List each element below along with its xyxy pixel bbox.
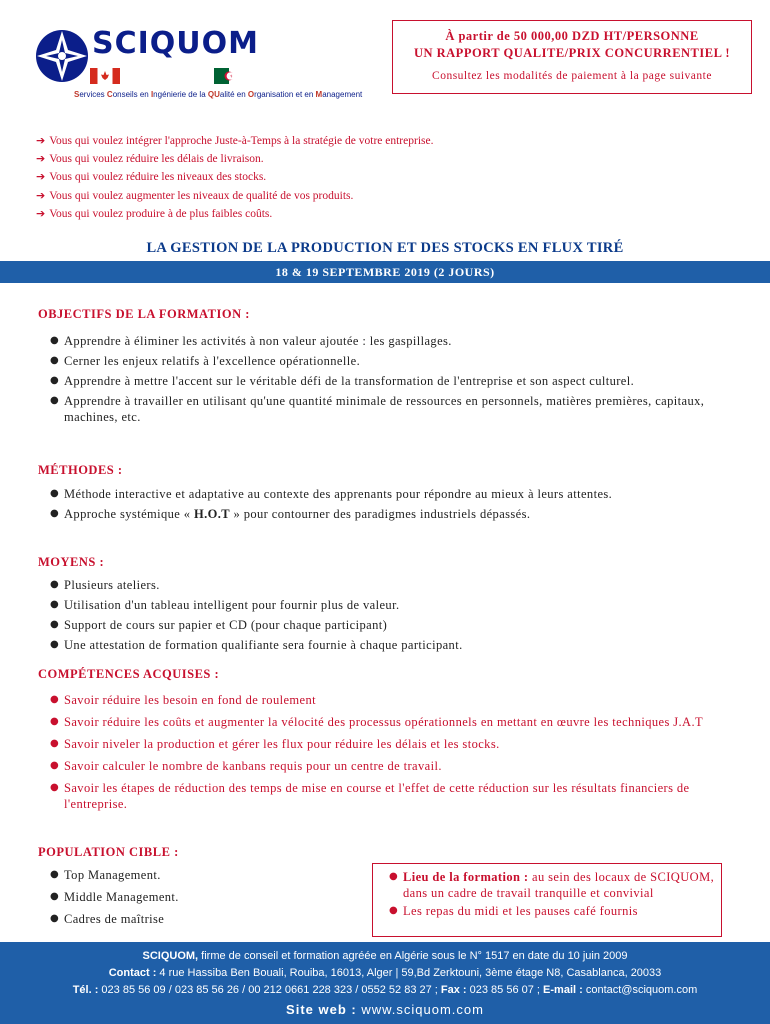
meals-text: Les repas du midi et les pauses café fournis bbox=[403, 904, 638, 918]
footer-web-label: Site web : bbox=[286, 1002, 357, 1017]
list-item-text: Approche systémique « bbox=[64, 507, 194, 521]
algeria-flag bbox=[214, 68, 244, 84]
audience-text: Vous qui voulez réduire les niveaux des stocks. bbox=[49, 171, 267, 184]
list-item-text: Top Management. bbox=[64, 868, 161, 882]
footer bbox=[0, 942, 770, 1024]
list-item-bold: H.O.T bbox=[193, 507, 231, 521]
list-item-text: Une attestation de formation qualifiante sera fournie à chaque participant. bbox=[64, 638, 463, 652]
bullet-dot: ● bbox=[50, 599, 60, 610]
list-item-text: Apprendre à travailler en utilisant qu'une quantité minimale de ressources en personnels, matières premières, capitaux, machines, etc. bbox=[64, 394, 705, 424]
bullet-dot: ● bbox=[50, 869, 60, 880]
tagline-capital: M bbox=[315, 90, 323, 99]
bullet-dot: ● bbox=[50, 488, 60, 499]
footer-company-text: firme de conseil et formation agréée en Algérie sous le N° 1517 en date du 10 juin 2009 bbox=[198, 950, 628, 962]
list-item bbox=[38, 758, 728, 774]
skills-heading: COMPÉTENCES ACQUISES : bbox=[38, 667, 220, 681]
footer-tel-label: Tél. : bbox=[72, 984, 99, 996]
objectives-heading: OBJECTIFS DE LA FORMATION : bbox=[38, 307, 250, 321]
arrow-right-icon: ➔ bbox=[36, 188, 46, 202]
list-item-text: Apprendre à mettre l'accent sur le véritable défi de la transformation de l'entreprise et son aspect culturel. bbox=[64, 374, 635, 388]
bullet-dot: ● bbox=[50, 508, 60, 519]
list-item-text: Savoir réduire les besoin en fond de roulement bbox=[64, 693, 317, 707]
tagline-capital: C bbox=[106, 90, 113, 99]
footer-company-line bbox=[0, 948, 770, 965]
audience-item bbox=[36, 187, 433, 205]
list-item bbox=[38, 353, 718, 369]
list-item-text: Savoir niveler la production et gérer les flux pour réduire les délais et les stocks. bbox=[64, 737, 500, 751]
footer-contact-label: Contact : bbox=[108, 967, 157, 979]
audience-text: Vous qui voulez intégrer l'approche Juste-à-Temps à la stratégie de votre entreprise. bbox=[49, 135, 434, 147]
list-item-text: Savoir les étapes de réduction des temps de mise en course et l'effet de cette réduction sur les résultats financiers de l'entreprise. bbox=[64, 781, 690, 811]
arrow-right-icon: ➔ bbox=[36, 134, 46, 147]
bullet-dot: ● bbox=[50, 579, 60, 590]
footer-web-line bbox=[0, 1001, 770, 1018]
footer-fax-text: 023 85 56 07 ; bbox=[466, 984, 544, 996]
bullet-dot: ● bbox=[50, 639, 60, 650]
venue-item bbox=[377, 869, 717, 901]
audience-text: Vous qui voulez produire à de plus faibles coûts. bbox=[49, 207, 273, 220]
objectives-list bbox=[38, 333, 718, 429]
tagline-text: ervices bbox=[79, 90, 107, 99]
list-item bbox=[38, 714, 728, 730]
footer-fax-label: Fax : bbox=[440, 984, 467, 996]
bullet-dot: ● bbox=[50, 335, 60, 346]
list-item bbox=[38, 506, 718, 522]
bullet-dot: ● bbox=[50, 760, 60, 771]
audience-item bbox=[36, 205, 433, 223]
list-item bbox=[38, 333, 718, 349]
list-item bbox=[38, 617, 718, 633]
footer-contact-line bbox=[0, 965, 770, 982]
bullet-dot: ● bbox=[50, 395, 60, 406]
venue-label: Lieu de la formation : bbox=[403, 870, 529, 884]
audience-text: Vous qui voulez réduire les délais de livraison. bbox=[49, 153, 264, 166]
list-item bbox=[38, 780, 728, 812]
arrow-right-icon: ➔ bbox=[36, 152, 46, 166]
payment-note: Consultez les modalités de paiement à la page suivante bbox=[432, 70, 712, 82]
tagline-text: ngénierie de la bbox=[153, 90, 208, 99]
arrow-right-icon: ➔ bbox=[36, 170, 46, 184]
bullet-dot: ● bbox=[50, 891, 60, 902]
value-line: UN RAPPORT QUALITE/PRIX CONCURRENTIEL ! bbox=[413, 46, 731, 60]
list-item bbox=[38, 373, 718, 389]
tagline-capital: S bbox=[74, 90, 80, 99]
audience-item bbox=[36, 132, 433, 150]
arrow-right-icon: ➔ bbox=[36, 206, 46, 220]
means-heading: MOYENS : bbox=[38, 555, 105, 569]
tagline-text: onseils en bbox=[112, 90, 151, 99]
bullet-dot: ● bbox=[50, 355, 60, 366]
company-logo bbox=[34, 24, 394, 102]
footer-phone-line bbox=[0, 982, 770, 999]
logo-tagline bbox=[74, 90, 362, 99]
bullet-dot: ● bbox=[50, 375, 60, 386]
bullet-dot: ● bbox=[50, 782, 60, 793]
bullet-dot: ● bbox=[389, 905, 399, 916]
bullet-dot: ● bbox=[50, 738, 60, 749]
meals-item bbox=[377, 903, 717, 919]
venue-text: au sein des locaux de SCIQUOM, dans un cadre de travail tranquille et convivial bbox=[403, 870, 715, 900]
price-line: À partir de 50 000,00 DZD HT/PERSONNE bbox=[445, 29, 699, 43]
list-item bbox=[38, 889, 358, 905]
tagline-capital: I bbox=[150, 90, 154, 99]
tagline-text: rganisation et en bbox=[254, 90, 316, 99]
footer-email-label: E-mail : bbox=[543, 984, 583, 996]
footer-web-link[interactable]: www.sciquom.com bbox=[356, 1002, 484, 1017]
price-box bbox=[392, 20, 752, 94]
list-item bbox=[38, 692, 728, 708]
methods-heading: MÉTHODES : bbox=[38, 463, 123, 477]
tagline-capital: O bbox=[247, 90, 255, 99]
list-item-text: Savoir calculer le nombre de kanbans requis pour un centre de travail. bbox=[64, 759, 442, 773]
list-item-text: Middle Management. bbox=[64, 890, 179, 904]
list-item bbox=[38, 393, 718, 425]
bullet-dot: ● bbox=[50, 619, 60, 630]
list-item bbox=[38, 867, 358, 883]
list-item-text: Support de cours sur papier et CD (pour chaque participant) bbox=[64, 618, 388, 632]
audience-list bbox=[36, 132, 433, 223]
bullet-dot: ● bbox=[50, 913, 60, 924]
list-item bbox=[38, 486, 718, 502]
audience-text: Vous qui voulez augmenter les niveaux de qualité de vos produits. bbox=[49, 189, 354, 202]
canada-flag bbox=[90, 68, 120, 84]
bullet-dot: ● bbox=[50, 694, 60, 705]
skills-list bbox=[38, 692, 728, 818]
list-item bbox=[38, 736, 728, 752]
date-band: 18 & 19 SEPTEMBRE 2019 (2 JOURS) bbox=[0, 261, 770, 283]
venue-box bbox=[372, 863, 722, 937]
audience-item bbox=[36, 150, 433, 168]
logo-star-mark bbox=[34, 28, 90, 84]
audience-item bbox=[36, 168, 433, 186]
list-item-text: Utilisation d'un tableau intelligent pour fournir plus de valeur. bbox=[64, 598, 400, 612]
training-title: LA GESTION DE LA PRODUCTION ET DES STOCKS EN FLUX TIRÉ bbox=[146, 240, 624, 256]
tagline-text: alité en bbox=[219, 90, 248, 99]
means-list bbox=[38, 577, 718, 657]
list-item bbox=[38, 597, 718, 613]
target-audience-list bbox=[38, 867, 358, 933]
bullet-dot: ● bbox=[389, 871, 399, 882]
list-item bbox=[38, 637, 718, 653]
list-item-text: Cerner les enjeux relatifs à l'excellence opérationnelle. bbox=[64, 354, 361, 368]
logo-name: SCIQUOM bbox=[92, 26, 260, 61]
list-item-text: Cadres de maîtrise bbox=[64, 912, 165, 926]
footer-email-link[interactable]: contact@sciquom.com bbox=[582, 984, 698, 996]
list-item-text: Savoir réduire les coûts et augmenter la vélocité des processus opérationnels en mettant en œuvre les techniques J.A.T bbox=[64, 715, 704, 729]
list-item bbox=[38, 911, 358, 927]
footer-company-name: SCIQUOM, bbox=[142, 950, 199, 962]
methods-list bbox=[38, 486, 718, 526]
bullet-dot: ● bbox=[50, 716, 60, 727]
list-item bbox=[38, 577, 718, 593]
list-item-text: Apprendre à éliminer les activités à non valeur ajoutée : les gaspillages. bbox=[64, 334, 452, 348]
list-item-text: Méthode interactive et adaptative au contexte des apprenants pour répondre au mieux à leurs attentes. bbox=[64, 487, 613, 501]
list-item-text: Plusieurs ateliers. bbox=[64, 578, 160, 592]
target-audience-heading: POPULATION CIBLE : bbox=[38, 845, 179, 859]
tagline-capital: QU bbox=[207, 90, 220, 99]
tagline-text: anagement bbox=[322, 90, 363, 99]
footer-tel-text: 023 85 56 09 / 023 85 56 26 / 00 212 0661 228 323 / 0552 52 83 27 ; bbox=[98, 984, 441, 996]
list-item-text: » pour contourner des paradigmes industriels dépassés. bbox=[230, 507, 531, 521]
footer-contact-text: 4 rue Hassiba Ben Bouali, Rouiba, 16013, Alger | 59,Bd Zerktouni, 3ème étage N8, Casablanca, 20033 bbox=[156, 967, 662, 979]
